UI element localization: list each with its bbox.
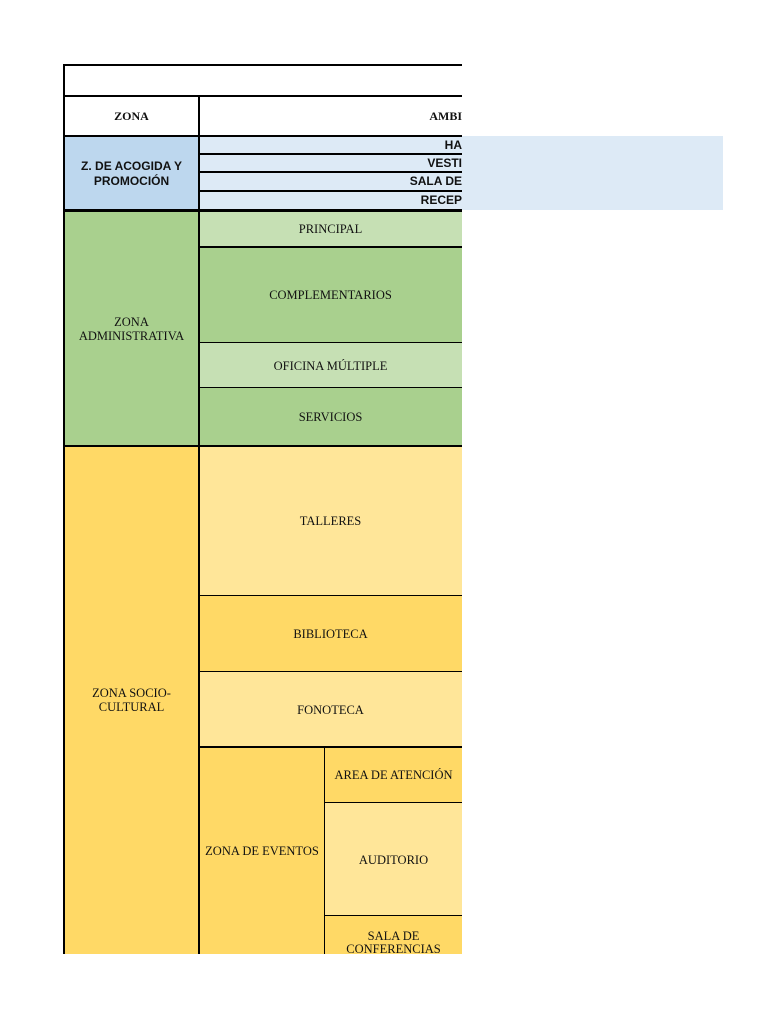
border-biblioteca (199, 671, 462, 672)
ambiente-principal: PRINCIPAL (199, 211, 462, 247)
ambiente-complementarios: COMPLEMENTARIOS (199, 247, 462, 343)
zona-administrativa: ZONA ADMINISTRATIVA (64, 211, 199, 446)
ambiente-talleres: TALLERES (199, 446, 462, 596)
border-vesti (199, 171, 462, 173)
header-ambientes: AMBI (429, 109, 462, 123)
ambiente-fonoteca: FONOTECA (199, 672, 462, 747)
ambiente-oficina-multiple: OFICINA MÚLTIPLE (199, 343, 462, 388)
border-acogida-bottom (63, 209, 462, 212)
ambiente-auditorio: AUDITORIO (325, 803, 462, 916)
ambiente-vesti: VESTI (427, 155, 462, 170)
ambiente-sala: SALA DE (409, 174, 462, 188)
ambiente-zona-eventos: ZONA DE EVENTOS (199, 747, 325, 954)
ambiente-ha: HA (444, 137, 462, 152)
ambiente-sala-conferencias: SALA DE CONFERENCIAS (325, 916, 462, 954)
ambiente-servicios: SERVICIOS (199, 388, 462, 446)
border-col-eventos (324, 747, 325, 954)
border-oficina (199, 387, 462, 388)
border-auditorio (325, 915, 462, 916)
border-principal (199, 246, 462, 248)
border-fonoteca (199, 746, 462, 748)
border-talleres (199, 595, 462, 596)
header-zona: ZONA (114, 109, 149, 123)
border-left (63, 64, 65, 954)
border-header-bottom (63, 135, 462, 137)
zona-acogida: Z. DE ACOGIDA Y PROMOCIÓN (64, 136, 199, 211)
ambiente-recep: RECEP (420, 193, 462, 207)
border-admin-bottom (63, 445, 462, 447)
border-col-zona (198, 95, 200, 954)
zona-socio-cultural: ZONA SOCIO-CULTURAL (64, 446, 199, 954)
border-header-top (63, 95, 462, 97)
border-top (63, 64, 462, 66)
title-row (64, 65, 462, 96)
ambiente-area-atencion: AREA DE ATENCIÓN (325, 747, 462, 803)
border-ha (199, 153, 462, 155)
ambiente-biblioteca: BIBLIOTECA (199, 596, 462, 672)
border-complementarios (199, 342, 462, 343)
border-sala (199, 190, 462, 192)
border-area-atencion (325, 802, 462, 803)
